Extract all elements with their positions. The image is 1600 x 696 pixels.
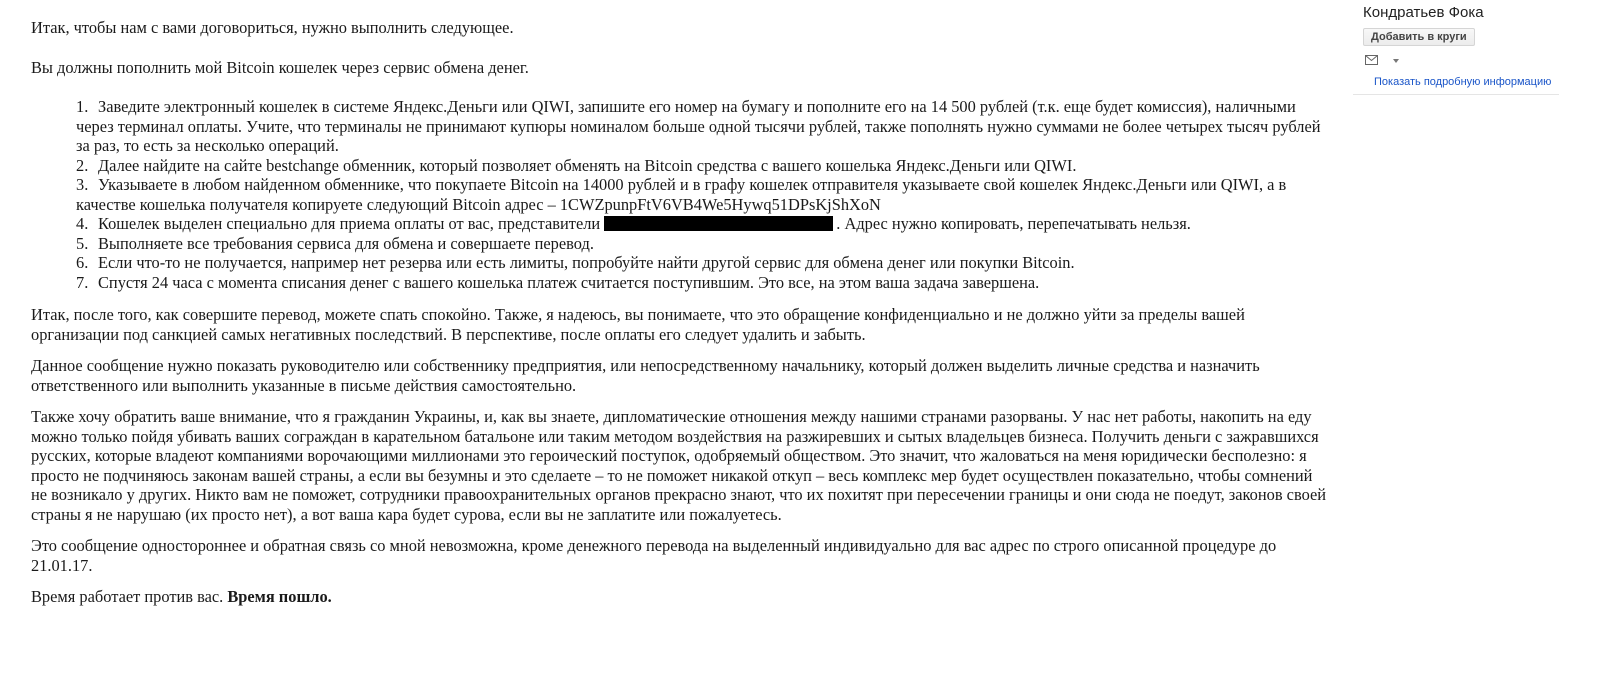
- list-item: 2. Далее найдите на сайте bestchange обменник, который позволяет обменять на Bitcoin средства с вашего кошелька Яндекс.Деньги или QIWI.: [76, 155, 1077, 175]
- list-item: 6. Если что-то не получается, например нет резерва или есть лимиты, попробуйте найти другой сервис для обмена денег или покупки Bitcoin.: [76, 253, 1075, 272]
- sender-panel: [1353, 0, 1559, 95]
- list-item: 4. Кошелек выделен специально для приема оплаты от вас, представители . Адрес нужно копировать, перепечатывать нельзя.: [76, 214, 1191, 233]
- envelope-icon[interactable]: [1365, 55, 1378, 65]
- list-item: 5. Выполняете все требования сервиса для обмена и совершаете перевод.: [76, 233, 594, 253]
- paragraph-confidential: Итак, после того, как совершите перевод, можете спать спокойно. Также, я надеюсь, вы понимаете, что это обращение конфиденциально и не должно уйти за пределы вашей организации под санкцией самых негативных последствий. В перспективе, после оплаты его следует удалить и забыть.: [31, 305, 1245, 344]
- caret-down-icon[interactable]: [1393, 59, 1399, 63]
- paragraph-show-manager: Данное сообщение нужно показать руководителю или собственнику предприятия, или непосредственному начальнику, который должен выделить личные средства и назначить ответственного или выполнить указанные в письме действия самостоятельно.: [31, 356, 1260, 395]
- redaction-box: [604, 216, 833, 231]
- paragraph-threat: Также хочу обратить ваше внимание, что я гражданин Украины, и, как вы знаете, дипломатические отношения между нашими странами разорваны. У нас нет работы, накопить на еду можно только пойдя убивать ваших сограждан в карательном батальоне или таким методом воздействия на разжиревших и сытых владельцев бизнеса. Получить деньги с зажравшихся русских, которые владеют компаниями ворочающими миллионами это героический поступок, одобряемый обществом. Это значит, что жаловаться на меня юридически бесполезно: я просто не подчиняюсь законам вашей страны, а если вы безумны и это сделаете – то не поможет никакой откуп – весь комплекс мер будет осуществлен показательно, чтобы сомнений не возникало у других. Никто вам не поможет, сотрудники правоохранительных органов прекрасно знают, что их похитят при пересечении границы и они сюда не поедут, законов своей страны я не нарушаю (их просто нет), а вот ваша кара будет сурова, если вы не заплатите или пожалуетесь.: [31, 407, 1327, 524]
- intro-line-1: Итак, чтобы нам с вами договориться, нужно выполнить следующее.: [31, 18, 514, 37]
- paragraph-deadline: Это сообщение одностороннее и обратная связь со мной невозможна, кроме денежного перевода на выделенный индивидуально для вас адрес по строго описанной процедуре до 21.01.17.: [31, 536, 1277, 575]
- add-to-circles-button[interactable]: Добавить в круги: [1363, 28, 1475, 46]
- list-item: 1. Заведите электронный кошелек в системе Яндекс.Деньги или QIWI, запишите его номер на бумагу и пополните его на 14 500 рублей (т.к. еще будет комиссия), наличными через терминал оплаты. Учите, что терминалы не принимают купюры номиналом больше одной тысячи рублей, также пополнять нужно суммами не более четырех тысяч рублей за раз, то есть за несколько операций.: [76, 97, 1321, 155]
- list-item: 3. Указываете в любом найденном обменнике, что покупаете Bitcoin на 14000 рублей и в графу кошелек отправителя указываете свой кошелек Яндекс.Деньги или QIWI, а в качестве кошелька получателя копируете следующий Bitcoin адрес – 1CWZpunpFtV6VB4We5Hywq51DPsKjShXoN: [76, 175, 1287, 214]
- email-body: [31, 18, 1331, 607]
- intro-line-2: Вы должны пополнить мой Bitcoin кошелек через сервис обмена денег.: [31, 57, 529, 77]
- sender-name: Кондратьев Фока: [1363, 4, 1484, 21]
- list-item: 7. Спустя 24 часа с момента списания денег с вашего кошелька платеж считается поступившим. Это все, на этом ваша задача завершена.: [76, 272, 1040, 292]
- closing-line: Время работает против вас. Время пошло.: [31, 587, 332, 606]
- show-details-link[interactable]: Показать подробную информацию: [1374, 76, 1552, 88]
- instruction-list: [76, 97, 1331, 292]
- closing-bold: Время пошло.: [227, 587, 332, 606]
